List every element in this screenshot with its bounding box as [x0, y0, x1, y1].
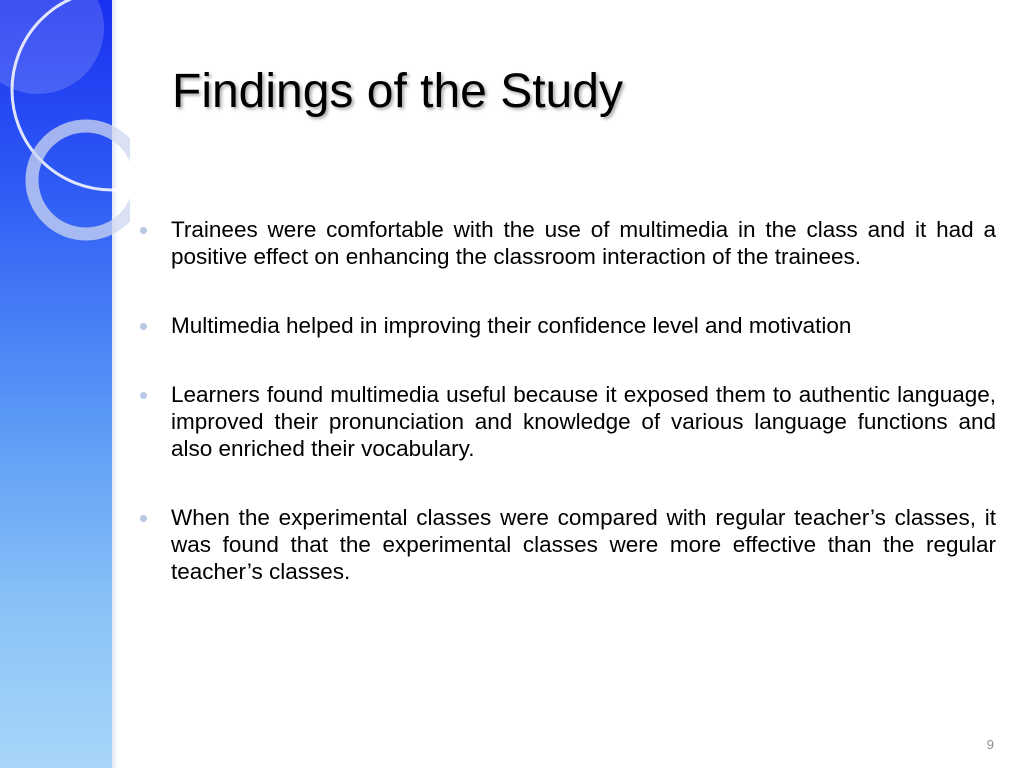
bullet-item [140, 216, 996, 270]
bullet-item [140, 504, 996, 585]
decorative-circles [0, 0, 130, 260]
slide-title: Findings of the Study [172, 65, 623, 118]
bullet-dot-icon [140, 323, 147, 330]
bullet-text: When the experimental classes were compared with regular teacher’s classes, it was found that the experimental classes were more effective than the regular teacher’s classes. [171, 505, 996, 584]
bullet-text: Multimedia helped in improving their confidence level and motivation [171, 313, 852, 338]
page-number: 9 [986, 737, 994, 752]
bullet-item [140, 312, 996, 339]
translucent-disc-shape [0, 0, 104, 94]
bullet-text: Learners found multimedia useful because it exposed them to authentic language, improved their pronunciation and knowledge of various language functions and also enriched their vocabulary. [171, 382, 996, 461]
bullet-item [140, 381, 996, 462]
bullet-dot-icon [140, 515, 147, 522]
bullet-dot-icon [140, 227, 147, 234]
bullet-text: Trainees were comfortable with the use of multimedia in the class and it had a positive effect on enhancing the classroom interaction of the trainees. [171, 217, 996, 269]
bullet-list [140, 216, 996, 627]
bullet-dot-icon [140, 392, 147, 399]
thick-ring-shape [32, 126, 130, 234]
